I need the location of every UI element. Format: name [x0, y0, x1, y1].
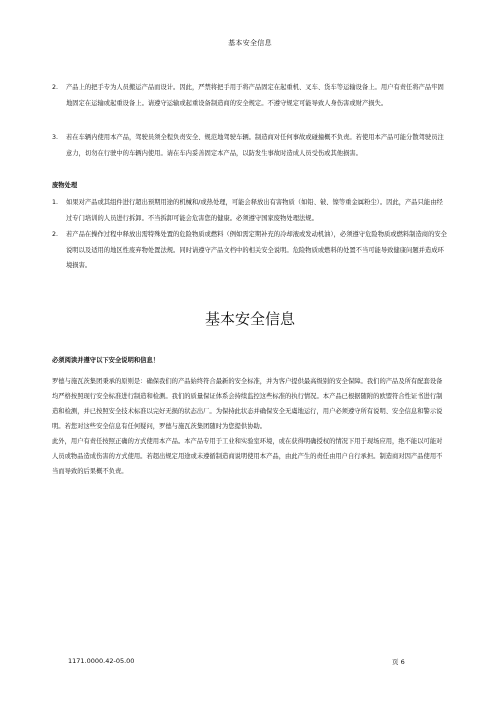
- item-text: 若产品在操作过程中释放出需特殊处置的危险物质或燃料（例如需定期补充的冷却液或发动机油），必须遵守危险物质或燃料制造商的安全说明以及适用的地区性废弃物处置法规。同时请遵守产品文档中的相关安全说明。危险物质或燃料的处置不当可能导致健康问题并造成环境损害。: [66, 231, 447, 269]
- disposal-heading: 废物处理: [52, 182, 78, 189]
- disposal-item-1: [52, 195, 448, 226]
- item-number: 1.: [52, 199, 59, 206]
- item-text: 如果对产品或其组件进行超出预期用途的机械和/或热处理，可能会释放出有害物质（如铅、铍、镍等重金属粉尘）。因此，产品只能由经过专门培训的人员进行拆卸。不当拆卸可能会危害您的健康。必须遵守国家废物处理法规。: [66, 199, 443, 222]
- item-number: 2.: [52, 231, 59, 238]
- item-text: 若在车辆内使用本产品，驾驶员须全程负责安全、规范地驾驶车辆。制造商对任何事故或碰撞概不负责。若使用本产品可能分散驾驶员注意力，切勿在行驶中的车辆内使用。请在车内妥善固定本产品，以防发生事故时造成人员受伤或其他损害。: [66, 134, 444, 157]
- section-title: 基本安全信息: [204, 310, 295, 328]
- page-header-title: 基本安全信息: [228, 39, 272, 47]
- intro-paragraph: 罗德与施瓦茨集团秉承的原则是：确保我们的产品始终符合最新的安全标准，并为客户提供最高级别的安全保障。我们的产品及所有配套设备均严格按照现行安全标准进行制造和检测。我们的质量保证体系会持续监控这些标准的执行情况。本产品已根据随附的欧盟符合性证书进行制造和检测，并已按照安全技术标准以完好无损的状态出厂。为保持此状态并确保安全无虞地运行，用户必须遵守所有说明、安全信息和警示说明。若您对这些安全信息有任何疑问，罗德与施瓦茨集团随时为您提供协助。: [52, 378, 443, 430]
- transport-item-3: [52, 130, 448, 161]
- item-number: 3.: [52, 134, 59, 141]
- item-text: 产品上的把手专为人员搬运产品而设计。因此，严禁将把手用于将产品固定在起重机、叉车、货车等运输设备上。用户有责任将产品牢固地固定在运输或起重设备上。请遵守运输或起重设备制造商的安全规定。不遵守规定可能导致人身伤害或财产损失。: [66, 84, 444, 107]
- usage-paragraph: 此外，用户有责任按照正确的方式使用本产品。本产品专用于工业和实验室环境，或在获得明确授权的情况下用于现场应用，绝不能以可能对人员或物品造成伤害的方式使用。若超出规定用途或未遵循制造商说明使用本产品，由此产生的责任由用户自行承担。制造商对因产品使用不当而导致的后果概不负责。: [52, 438, 443, 475]
- document-number: 1171.0000.42-05.00: [68, 657, 135, 665]
- transport-item-2: [52, 80, 448, 111]
- disposal-item-2: [52, 227, 448, 274]
- safety-warning: 必须阅读并遵守以下安全说明和信息！: [52, 357, 160, 364]
- item-number: 2.: [52, 84, 59, 91]
- page-number: 页 6: [392, 658, 405, 666]
